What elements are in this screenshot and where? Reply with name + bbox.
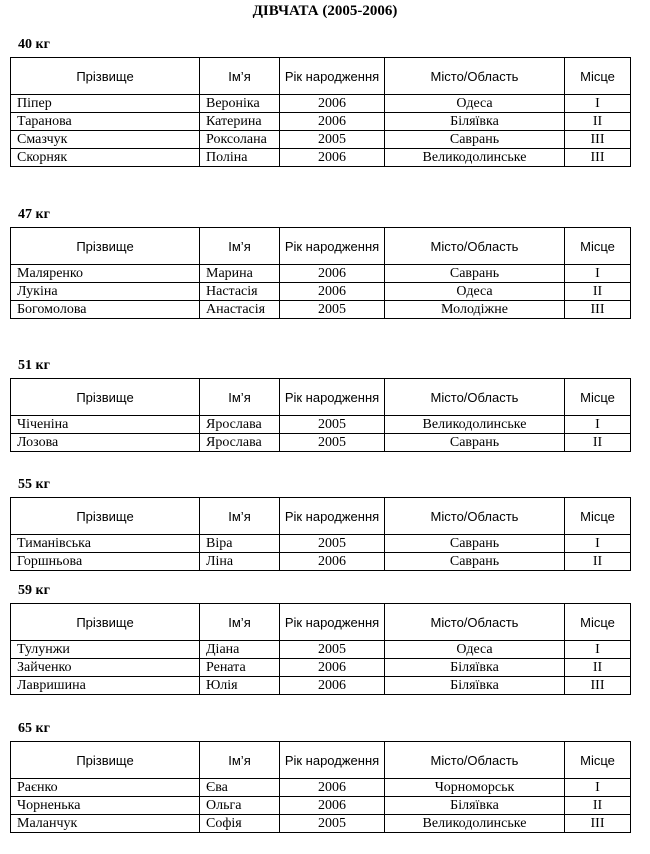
cell-city: Саврань (385, 535, 565, 553)
cell-place: III (565, 131, 631, 149)
cell-place: II (565, 797, 631, 815)
header-place: Місце (565, 379, 631, 416)
table-header-row (11, 379, 631, 416)
table-header-row (11, 742, 631, 779)
cell-year: 2006 (280, 149, 385, 167)
results-table (10, 227, 631, 319)
cell-surname: Скорняк (11, 149, 200, 167)
header-place: Місце (565, 498, 631, 535)
cell-name: Анастасія (200, 301, 280, 319)
cell-name: Роксолана (200, 131, 280, 149)
table-header-row (11, 58, 631, 95)
cell-place: II (565, 113, 631, 131)
cell-city: Саврань (385, 434, 565, 452)
cell-place: III (565, 815, 631, 833)
header-year: Рік народження (280, 379, 385, 416)
cell-surname: Таранова (11, 113, 200, 131)
cell-name: Настасія (200, 283, 280, 301)
cell-surname: Маланчук (11, 815, 200, 833)
cell-surname: Зайченко (11, 659, 200, 677)
cell-name: Діана (200, 641, 280, 659)
cell-name: Поліна (200, 149, 280, 167)
header-year: Рік народження (280, 228, 385, 265)
cell-place: III (565, 301, 631, 319)
table-row (11, 797, 631, 815)
header-year: Рік народження (280, 742, 385, 779)
header-city: Місто/Область (385, 742, 565, 779)
cell-place: I (565, 265, 631, 283)
cell-year: 2005 (280, 815, 385, 833)
header-name: Ім’я (200, 604, 280, 641)
header-place: Місце (565, 228, 631, 265)
cell-year: 2006 (280, 113, 385, 131)
cell-city: Одеса (385, 641, 565, 659)
cell-year: 2006 (280, 677, 385, 695)
weight-class-label: 47 кг (18, 207, 50, 222)
cell-year: 2006 (280, 779, 385, 797)
cell-year: 2005 (280, 416, 385, 434)
table-row (11, 95, 631, 113)
header-place: Місце (565, 58, 631, 95)
cell-year: 2005 (280, 434, 385, 452)
cell-place: I (565, 641, 631, 659)
cell-name: Ліна (200, 553, 280, 571)
cell-city: Біляївка (385, 113, 565, 131)
results-table (10, 497, 631, 571)
header-name: Ім’я (200, 379, 280, 416)
weight-class-label: 55 кг (18, 477, 50, 492)
header-surname: Прізвище (11, 379, 200, 416)
header-year: Рік народження (280, 498, 385, 535)
cell-name: Віра (200, 535, 280, 553)
cell-place: I (565, 95, 631, 113)
cell-city: Одеса (385, 283, 565, 301)
header-city: Місто/Область (385, 58, 565, 95)
header-surname: Прізвище (11, 604, 200, 641)
weight-class-label: 51 кг (18, 358, 50, 373)
cell-city: Саврань (385, 553, 565, 571)
table-header-row (11, 604, 631, 641)
cell-city: Біляївка (385, 659, 565, 677)
header-year: Рік народження (280, 58, 385, 95)
table-row (11, 677, 631, 695)
table-row (11, 641, 631, 659)
results-table (10, 603, 631, 695)
cell-surname: Лозова (11, 434, 200, 452)
header-name: Ім’я (200, 58, 280, 95)
cell-surname: Маляренко (11, 265, 200, 283)
cell-year: 2006 (280, 95, 385, 113)
header-surname: Прізвище (11, 58, 200, 95)
table-header-row (11, 228, 631, 265)
header-name: Ім’я (200, 498, 280, 535)
results-table (10, 57, 631, 167)
header-year: Рік народження (280, 604, 385, 641)
cell-name: Ольга (200, 797, 280, 815)
table-row (11, 815, 631, 833)
cell-city: Великодолинське (385, 416, 565, 434)
header-city: Місто/Область (385, 379, 565, 416)
cell-place: II (565, 434, 631, 452)
cell-name: Юлія (200, 677, 280, 695)
table-row (11, 265, 631, 283)
cell-year: 2006 (280, 659, 385, 677)
cell-city: Чорноморськ (385, 779, 565, 797)
cell-surname: Тиманівська (11, 535, 200, 553)
cell-name: Катерина (200, 113, 280, 131)
results-table (10, 741, 631, 833)
cell-place: I (565, 416, 631, 434)
table-row (11, 283, 631, 301)
cell-place: II (565, 553, 631, 571)
cell-city: Одеса (385, 95, 565, 113)
weight-class-label: 59 кг (18, 583, 50, 598)
cell-surname: Лукіна (11, 283, 200, 301)
cell-city: Великодолинське (385, 815, 565, 833)
cell-place: II (565, 283, 631, 301)
cell-place: I (565, 535, 631, 553)
cell-city: Біляївка (385, 797, 565, 815)
cell-name: Рената (200, 659, 280, 677)
cell-name: Марина (200, 265, 280, 283)
cell-year: 2006 (280, 283, 385, 301)
cell-name: Вероніка (200, 95, 280, 113)
cell-year: 2005 (280, 131, 385, 149)
cell-city: Саврань (385, 265, 565, 283)
header-place: Місце (565, 604, 631, 641)
header-city: Місто/Область (385, 498, 565, 535)
table-row (11, 779, 631, 797)
cell-surname: Піпер (11, 95, 200, 113)
table-row (11, 535, 631, 553)
table-row (11, 434, 631, 452)
page-title: ДІВЧАТА (2005-2006) (252, 3, 398, 19)
cell-year: 2006 (280, 797, 385, 815)
header-place: Місце (565, 742, 631, 779)
cell-year: 2005 (280, 301, 385, 319)
table-row (11, 149, 631, 167)
header-name: Ім’я (200, 742, 280, 779)
cell-place: I (565, 779, 631, 797)
cell-city: Біляївка (385, 677, 565, 695)
cell-year: 2006 (280, 553, 385, 571)
cell-surname: Горшньова (11, 553, 200, 571)
cell-name: Софія (200, 815, 280, 833)
header-surname: Прізвище (11, 228, 200, 265)
cell-place: II (565, 659, 631, 677)
weight-class-label: 40 кг (18, 37, 50, 52)
cell-year: 2005 (280, 641, 385, 659)
cell-surname: Тулунжи (11, 641, 200, 659)
cell-name: Ярослава (200, 416, 280, 434)
cell-name: Єва (200, 779, 280, 797)
header-city: Місто/Область (385, 604, 565, 641)
table-row (11, 113, 631, 131)
cell-surname: Чорненька (11, 797, 200, 815)
cell-surname: Богомолова (11, 301, 200, 319)
cell-name: Ярослава (200, 434, 280, 452)
cell-city: Молодіжне (385, 301, 565, 319)
cell-year: 2005 (280, 535, 385, 553)
cell-city: Великодолинське (385, 149, 565, 167)
cell-place: III (565, 677, 631, 695)
table-row (11, 131, 631, 149)
header-city: Місто/Область (385, 228, 565, 265)
cell-surname: Смазчук (11, 131, 200, 149)
cell-year: 2006 (280, 265, 385, 283)
table-row (11, 301, 631, 319)
weight-class-label: 65 кг (18, 721, 50, 736)
header-surname: Прізвище (11, 742, 200, 779)
cell-surname: Раєнко (11, 779, 200, 797)
header-surname: Прізвище (11, 498, 200, 535)
table-row (11, 659, 631, 677)
table-header-row (11, 498, 631, 535)
table-row (11, 416, 631, 434)
header-name: Ім’я (200, 228, 280, 265)
results-table (10, 378, 631, 452)
cell-city: Саврань (385, 131, 565, 149)
cell-surname: Лавришина (11, 677, 200, 695)
cell-place: III (565, 149, 631, 167)
cell-surname: Чіченіна (11, 416, 200, 434)
table-row (11, 553, 631, 571)
